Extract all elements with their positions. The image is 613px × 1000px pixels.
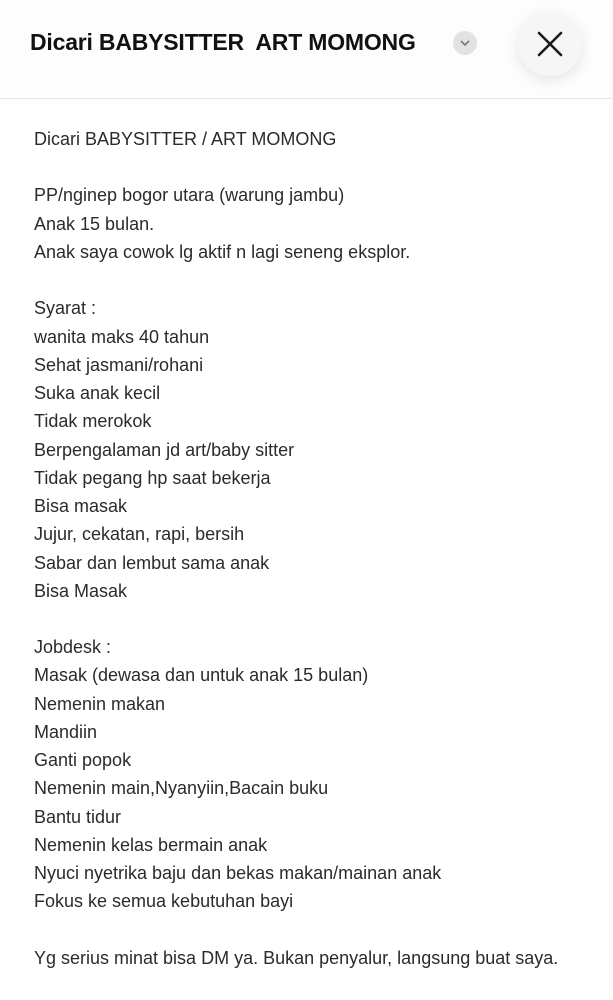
- text-line: Anak saya cowok lg aktif n lagi seneng eksplor.: [34, 241, 411, 262]
- text-line: Jobdesk :: [34, 637, 112, 658]
- text-line: Bantu tidur: [34, 806, 122, 827]
- blank-line: [34, 266, 604, 294]
- text-line: Tidak pegang hp saat bekerja: [34, 467, 271, 488]
- blank-line: [34, 916, 604, 944]
- close-button[interactable]: [518, 12, 582, 76]
- text-line: Nemenin makan: [34, 693, 166, 714]
- text-line: Sabar dan lembut sama anak: [34, 552, 270, 573]
- text-line: Berpengalaman jd art/baby sitter: [34, 439, 295, 460]
- text-line: Dicari BABYSITTER / ART MOMONG: [34, 129, 337, 149]
- text-line: Yg serius minat bisa DM ya. Bukan penyalur, langsung buat saya.: [34, 947, 559, 968]
- text-line: wanita maks 40 tahun: [34, 326, 210, 347]
- text-line: Nyuci nyetrika baju dan bekas makan/mainan anak: [34, 863, 442, 884]
- text-line: Bisa Masak: [34, 580, 128, 601]
- chevron-down-icon: [459, 39, 471, 47]
- text-line: Nemenin kelas bermain anak: [34, 834, 268, 855]
- text-line: Jujur, cekatan, rapi, bersih: [34, 524, 245, 545]
- text-line: Fokus ke semua kebutuhan bayi: [34, 891, 294, 912]
- text-line: Nemenin main,Nyanyiin,Bacain buku: [34, 778, 329, 799]
- text-line: Suka anak kecil: [34, 383, 161, 404]
- text-line: Ganti popok: [34, 750, 132, 771]
- header-bar: [0, 0, 613, 99]
- post-body: [34, 125, 604, 972]
- text-line: Syarat :: [34, 298, 97, 319]
- text-line: Masak (dewasa dan untuk anak 15 bulan): [34, 665, 369, 686]
- text-line: Anak 15 bulan.: [34, 213, 155, 234]
- text-line: Bisa masak: [34, 496, 128, 517]
- close-icon: [537, 31, 563, 57]
- blank-line: [34, 153, 604, 181]
- text-line: PP/nginep bogor utara (warung jambu): [34, 185, 345, 206]
- page-title: Dicari BABYSITTER ART MOMONG: [30, 29, 416, 55]
- text-line: Mandiin: [34, 721, 98, 742]
- blank-line: [34, 605, 604, 633]
- expand-title-button[interactable]: [453, 31, 477, 55]
- text-line: Tidak merokok: [34, 411, 152, 432]
- text-line: Sehat jasmani/rohani: [34, 354, 204, 375]
